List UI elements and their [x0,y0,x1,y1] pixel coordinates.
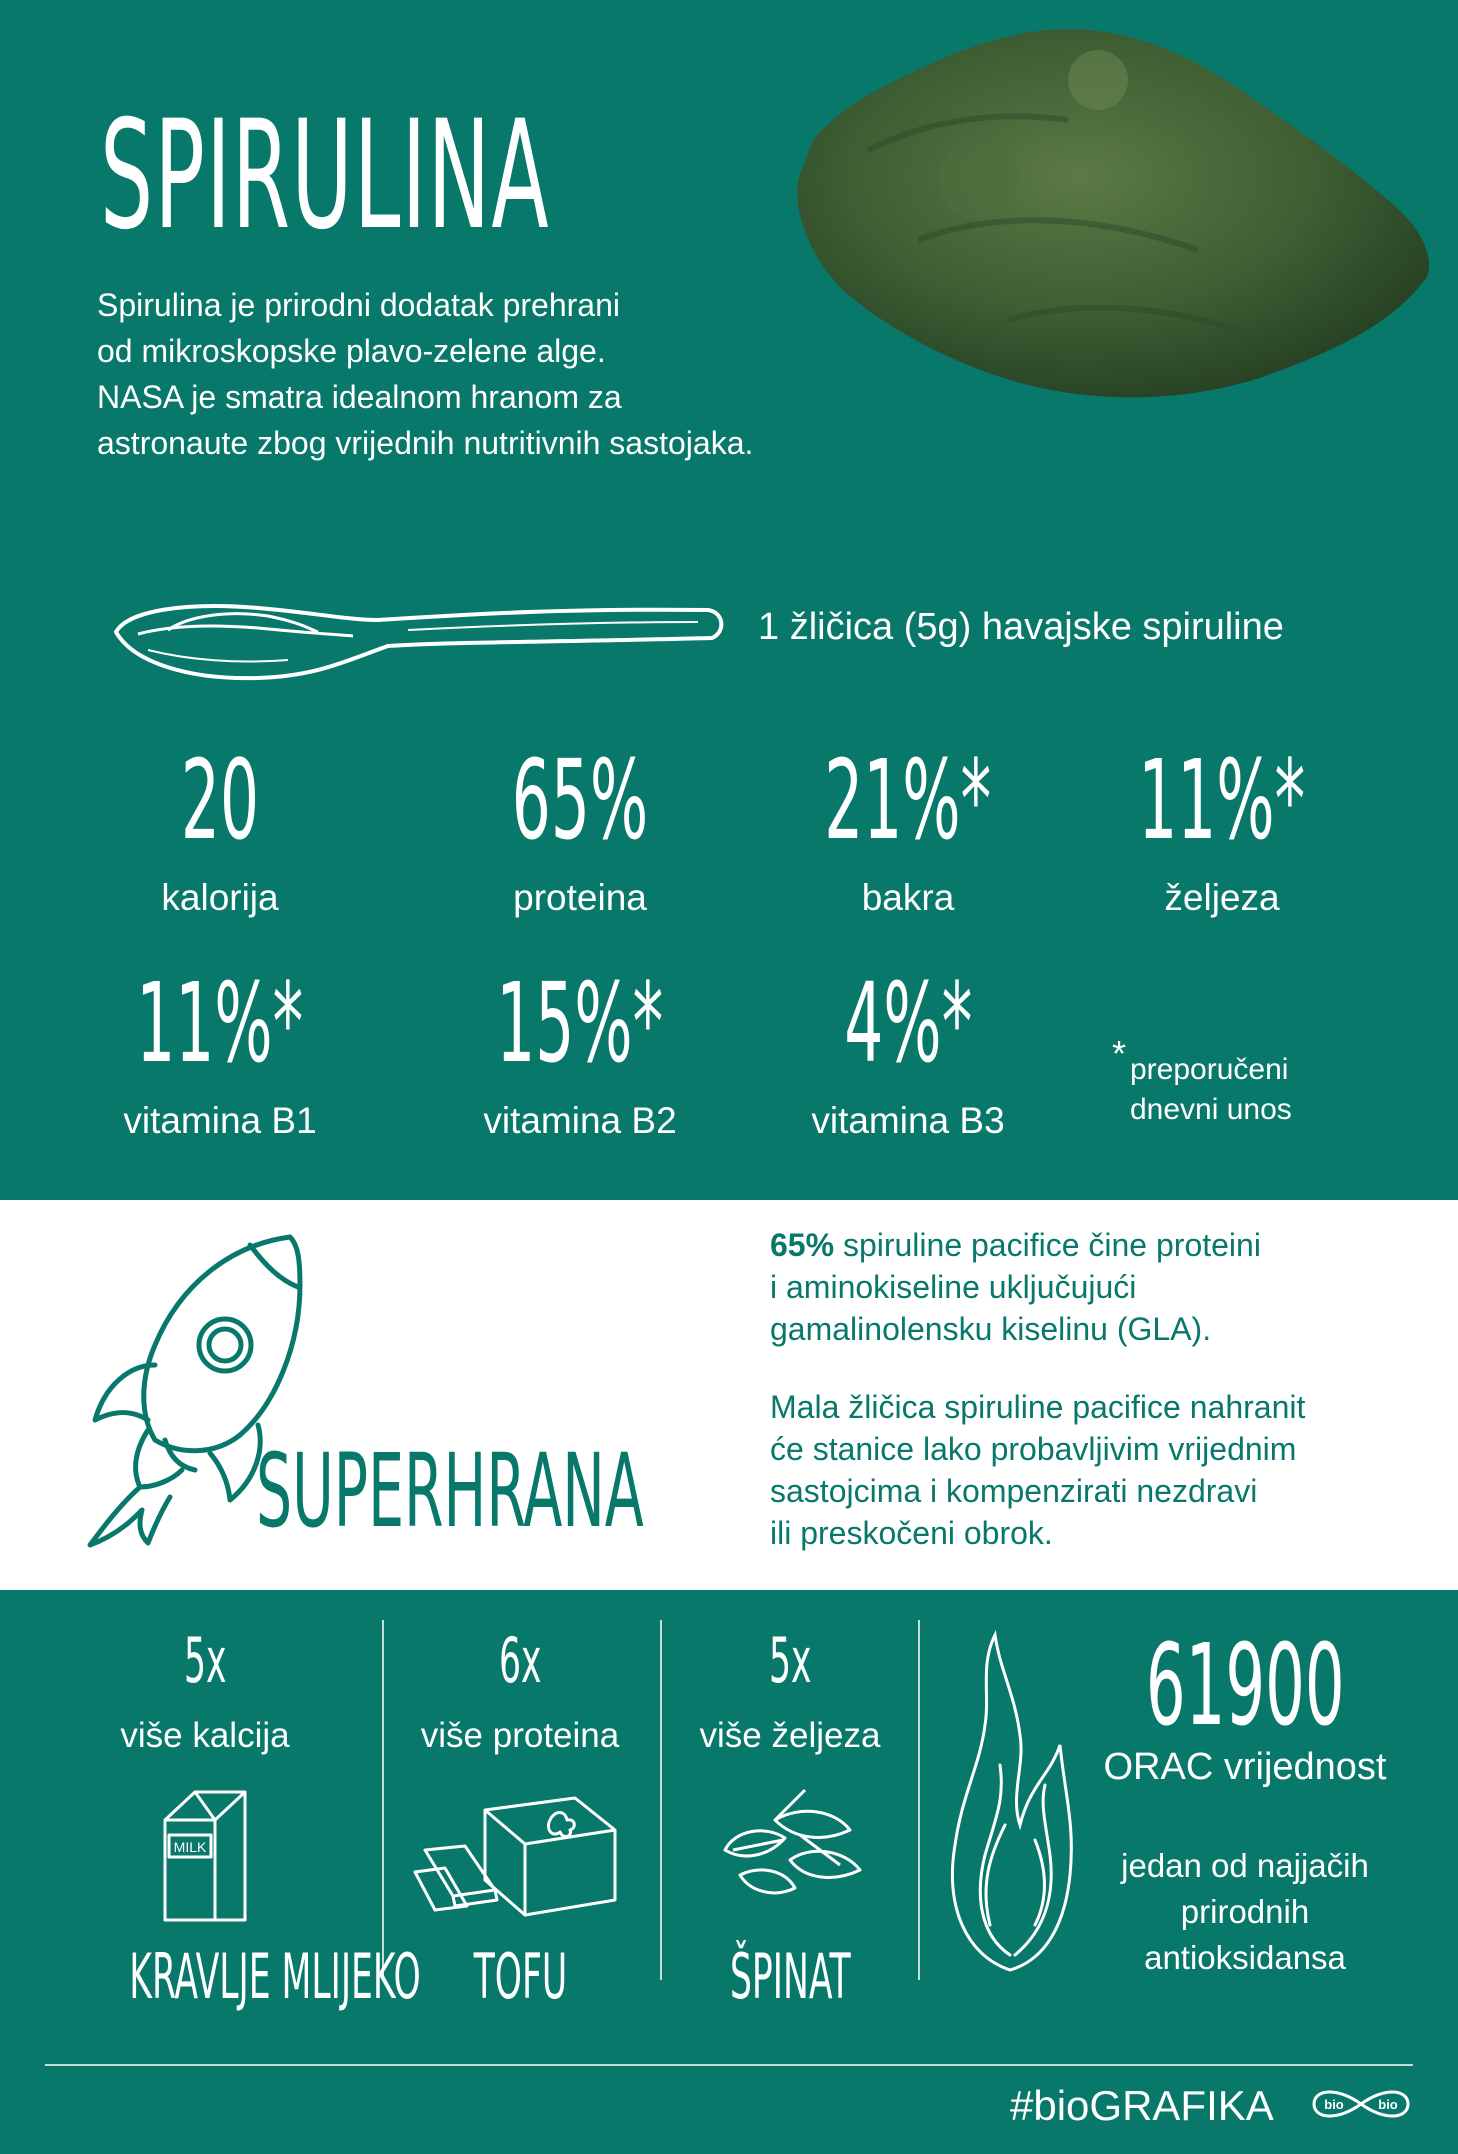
footnote-line: dnevni unos [1130,1093,1292,1126]
p1-line: i aminokiseline uključujući [770,1269,1137,1305]
superfood-heading: SUPERHRANA [256,1432,644,1551]
stat-value: 65% [511,736,649,864]
p1-line: gamalinolensku kiselinu (GLA). [770,1311,1212,1347]
milk-carton-icon [145,1780,265,1930]
stat-value: 11%* [136,959,304,1087]
column-divider [382,1620,384,1980]
stat-iron [1072,736,1372,919]
orac-desc-line: jedan od najjačih [1121,1847,1369,1884]
stat-calories [70,736,370,919]
footer-divider [45,2064,1413,2066]
hashtag: #bioGRAFIKA [1010,2082,1274,2129]
stat-value: 21%* [824,736,992,864]
comparison-milk [40,1624,421,2013]
stat-value: 11%* [1138,736,1306,864]
stat-vitamin-b3 [758,959,1058,1142]
comparison-desc: više kalcija [120,1716,290,1755]
p2-line: sastojcima i kompenzirati nezdravi [770,1473,1258,1509]
orac-label: ORAC vrijednost [1103,1746,1387,1788]
comparison-food: KRAVLJE MLIJEKO [129,1940,421,2013]
superfood-paragraph-1 [770,1224,1430,1350]
p1-bold: 65% [770,1227,835,1263]
svg-text:bio: bio [1378,2097,1398,2112]
orac-value: 61900 [1145,1621,1345,1751]
comparison-desc: više željeza [699,1716,881,1755]
p2-line: ili preskočeni obrok. [770,1515,1053,1551]
svg-text:MILK: MILK [173,1839,207,1855]
stat-value: 4%* [843,959,973,1087]
intro-line: Spirulina je prirodni dodatak prehrani [97,287,620,323]
stat-vitamin-b1 [70,959,370,1142]
footnote-star: * [1112,1033,1127,1074]
intro-line: NASA je smatra idealnom hranom za [97,379,622,415]
p2-line: će stanice lako probavljivim vrijednim [770,1431,1297,1467]
serving-label: 1 žličica (5g) havajske spiruline [758,606,1284,648]
spirulina-powder-image [778,0,1458,420]
comparison-multiplier: 6x [498,1624,542,1697]
spoon-icon [108,580,728,700]
stat-label: vitamina B1 [123,1100,317,1141]
orac-description [1055,1843,1435,1981]
intro-line: od mikroskopske plavo-zelene alge. [97,333,606,369]
stat-copper [758,736,1058,919]
p1-line-text: spiruline pacifice čine proteini [834,1227,1261,1263]
orac-desc-line: antioksidansa [1144,1939,1346,1976]
tofu-icon [405,1780,635,1930]
p2-line: Mala žličica spiruline pacifice nahranit [770,1389,1306,1425]
column-divider [660,1620,662,1980]
stat-vitamin-b2 [430,959,730,1142]
comparison-tofu [390,1624,650,2013]
stat-protein [430,736,730,919]
stat-label: proteina [513,877,647,918]
stat-label: kalorija [161,877,279,918]
stat-value: 15%* [496,959,664,1087]
bio-logo-icon [1306,2082,1416,2126]
stat-label: vitamina B2 [483,1100,677,1141]
column-divider [918,1620,920,1980]
comparison-food: TOFU [473,1940,567,2013]
comparison-multiplier: 5x [768,1624,812,1697]
stat-label: bakra [861,877,955,918]
intro-line: astronaute zbog vrijednih nutritivnih sastojaka. [97,425,754,461]
p1-line [770,1224,1430,1266]
orac-desc-line: prirodnih [1180,1893,1310,1930]
comparison-desc: više proteina [420,1716,620,1755]
footnote-line: preporučeni [1130,1053,1289,1086]
page-title: SPIRULINA [100,89,550,263]
stat-label: željeza [1164,877,1280,918]
comparison-spinach [670,1624,910,2013]
comparison-food: ŠPINAT [729,1940,851,2013]
stat-value: 20 [180,736,260,864]
intro-text [97,282,857,466]
stat-label: vitamina B3 [811,1100,1005,1141]
spinach-icon [705,1780,875,1930]
svg-text:bio: bio [1324,2097,1344,2112]
superfood-paragraph-2 [770,1386,1430,1554]
footnote [1112,1033,1292,1130]
comparison-multiplier: 5x [183,1624,227,1697]
